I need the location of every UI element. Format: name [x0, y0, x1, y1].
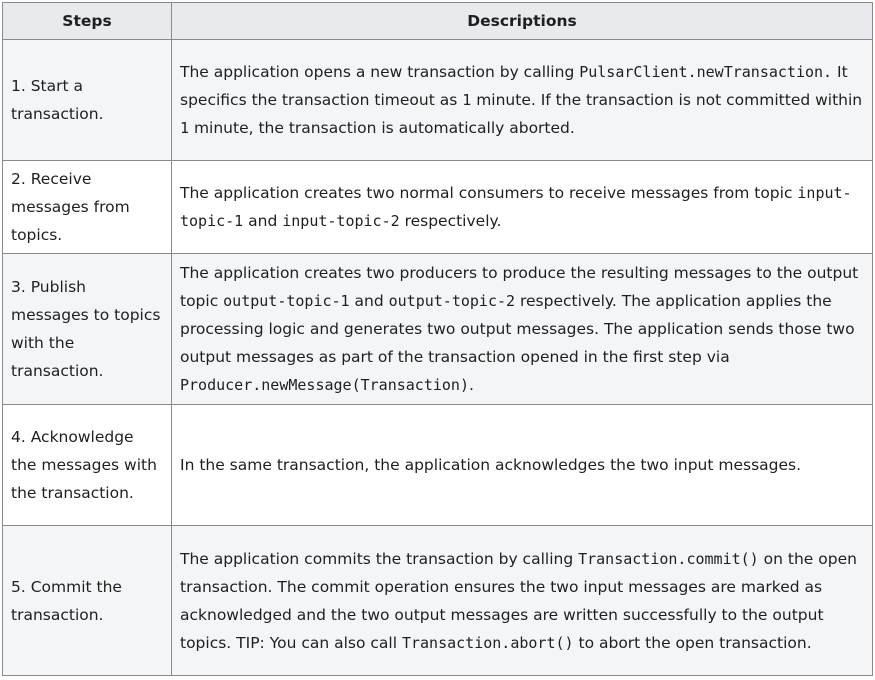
description-cell — [172, 526, 873, 676]
description-text: respectively. The application applies the processing logic and generates two output messages. The application sends those two output messages as part of the transaction opened in the first step via — [180, 292, 855, 366]
inline-code: Producer.newMessage(Transaction) — [180, 376, 469, 394]
inline-code: output-topic-2 — [388, 292, 516, 310]
step-cell: 4. Acknowledge the messages with the transaction. — [3, 405, 172, 526]
table-row — [3, 254, 873, 405]
step-cell: 2. Receive messages from topics. — [3, 161, 172, 254]
description-text: The application creates two normal consumers to receive messages from topic — [180, 184, 798, 202]
table-row — [3, 40, 873, 161]
description-text: to abort the open transaction. — [573, 633, 812, 652]
description-text: It specifics the transaction timeout as — [180, 63, 848, 109]
step-cell: 1. Start a transaction. — [3, 40, 172, 161]
description-text: The application commits the transaction by calling — [180, 549, 579, 568]
inline-code: Transaction.commit() — [578, 549, 759, 568]
description-text: In the same transaction, the application acknowledges the two input messages. — [180, 456, 802, 474]
description-text: The application creates two producers to produce the resulting messages to the output topic — [180, 264, 859, 310]
description-cell — [172, 405, 873, 526]
description-text: on the open transaction. The commit operation ensures the two input messages are marked as acknowledged and the two output messages are written successfully to the output topics. TIP: You can also call — [180, 549, 857, 652]
table-header-row — [3, 3, 873, 40]
description-text: and — [349, 292, 389, 310]
table-row — [3, 161, 873, 254]
header-descriptions: Descriptions — [172, 3, 873, 40]
description-text: and — [243, 212, 283, 230]
inline-code: Transaction.abort() — [401, 633, 574, 652]
description-text: . — [468, 376, 474, 394]
inline-code: input-topic-2 — [282, 212, 400, 230]
description-text: minute, the transaction is automatically aborted. — [189, 119, 575, 137]
step-cell: 5. Commit the transaction. — [3, 526, 172, 676]
inline-code: PulsarClient.newTransaction. — [579, 63, 833, 81]
description-cell — [172, 161, 873, 254]
description-text: The application opens a new transaction by calling — [180, 63, 580, 81]
table-row — [3, 526, 873, 676]
transaction-steps-table — [2, 2, 873, 676]
header-steps: Steps — [3, 3, 172, 40]
table-row — [3, 405, 873, 526]
inline-code: 1 — [180, 119, 190, 137]
description-text: respectively. — [399, 212, 502, 230]
inline-code: output-topic-1 — [223, 292, 350, 310]
description-text: minute. If the transaction is not committed within — [471, 91, 863, 109]
step-cell: 3. Publish messages to topics with the transaction. — [3, 254, 172, 405]
description-cell — [172, 254, 873, 405]
inline-code: 1 — [462, 91, 472, 109]
description-cell — [172, 40, 873, 161]
inline-code: input-topic-1 — [180, 184, 852, 230]
transaction-steps-table-container — [2, 2, 873, 676]
